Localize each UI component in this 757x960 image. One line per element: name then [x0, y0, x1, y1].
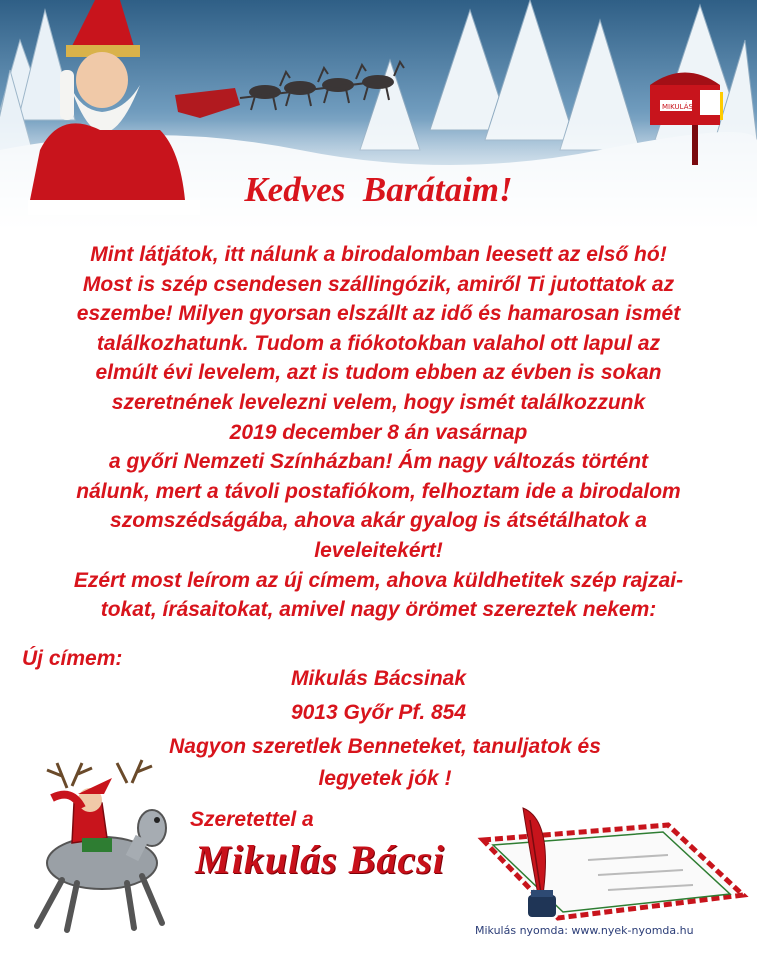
new-address-label: Új címem: — [22, 647, 123, 670]
letter-line: leveleitekért! — [314, 538, 443, 562]
letter-line: elmúlt évi levelem, azt is tudom ebben az évben is sokan — [95, 361, 662, 385]
address-recipient: Mikulás Bácsinak — [290, 667, 467, 690]
closing-line: Nagyon szeretlek Benneteket, tanuljatok és — [169, 735, 601, 758]
letter-line: 2019 december 8 án vasárnap — [229, 420, 528, 444]
letter-line: Ezért most leírom az új címem, ahova küldhetitek szép rajzai- — [73, 568, 684, 592]
printer-credit: Mikulás nyomda: www.nyek-nyomda.hu — [475, 924, 694, 937]
closing-line: legyetek jók ! — [318, 767, 452, 790]
letter-line: eszembe! Milyen gyorsan elszállt az idő és hamarosan ismét — [76, 302, 681, 326]
mailbox-label: MIKULÁS — [662, 103, 693, 111]
letter-line: szomszédságába, ahova akár gyalog is átsétálhatok a — [110, 509, 647, 533]
letter-line: Most is szép csendesen szállingózik, amiről Ti jutottatok az — [82, 272, 675, 296]
signature: Mikulás Bácsi — [195, 837, 445, 882]
letter-line: nálunk, mert a távoli postafiókom, felhoztam ide a birodalom — [76, 479, 681, 503]
letter-line: a győri Nemzeti Színházban! Ám nagy változás történt — [108, 450, 649, 474]
letter-line: találkozhatunk. Tudom a fiókotokban valahol ott lapul az — [96, 331, 661, 355]
letter-line: Mint látjátok, itt nálunk a birodalomban leesett az első hó! — [90, 243, 667, 266]
address-block — [0, 662, 757, 730]
ornamented-paper-illustration — [468, 800, 753, 930]
reindeer-with-elf-illustration — [12, 758, 182, 943]
address-street: 9013 Győr Pf. 854 — [290, 701, 467, 724]
greeting-heading: Kedves Barátaim! — [244, 170, 513, 209]
letter-body — [10, 240, 747, 625]
letter-line: tokat, írásaitokat, amivel nagy örömet szereztek nekem: — [100, 598, 657, 622]
letter-line: szeretnének levelezni velem, hogy ismét találkozzunk — [111, 390, 646, 414]
sign-off: Szeretettel a — [190, 808, 314, 831]
